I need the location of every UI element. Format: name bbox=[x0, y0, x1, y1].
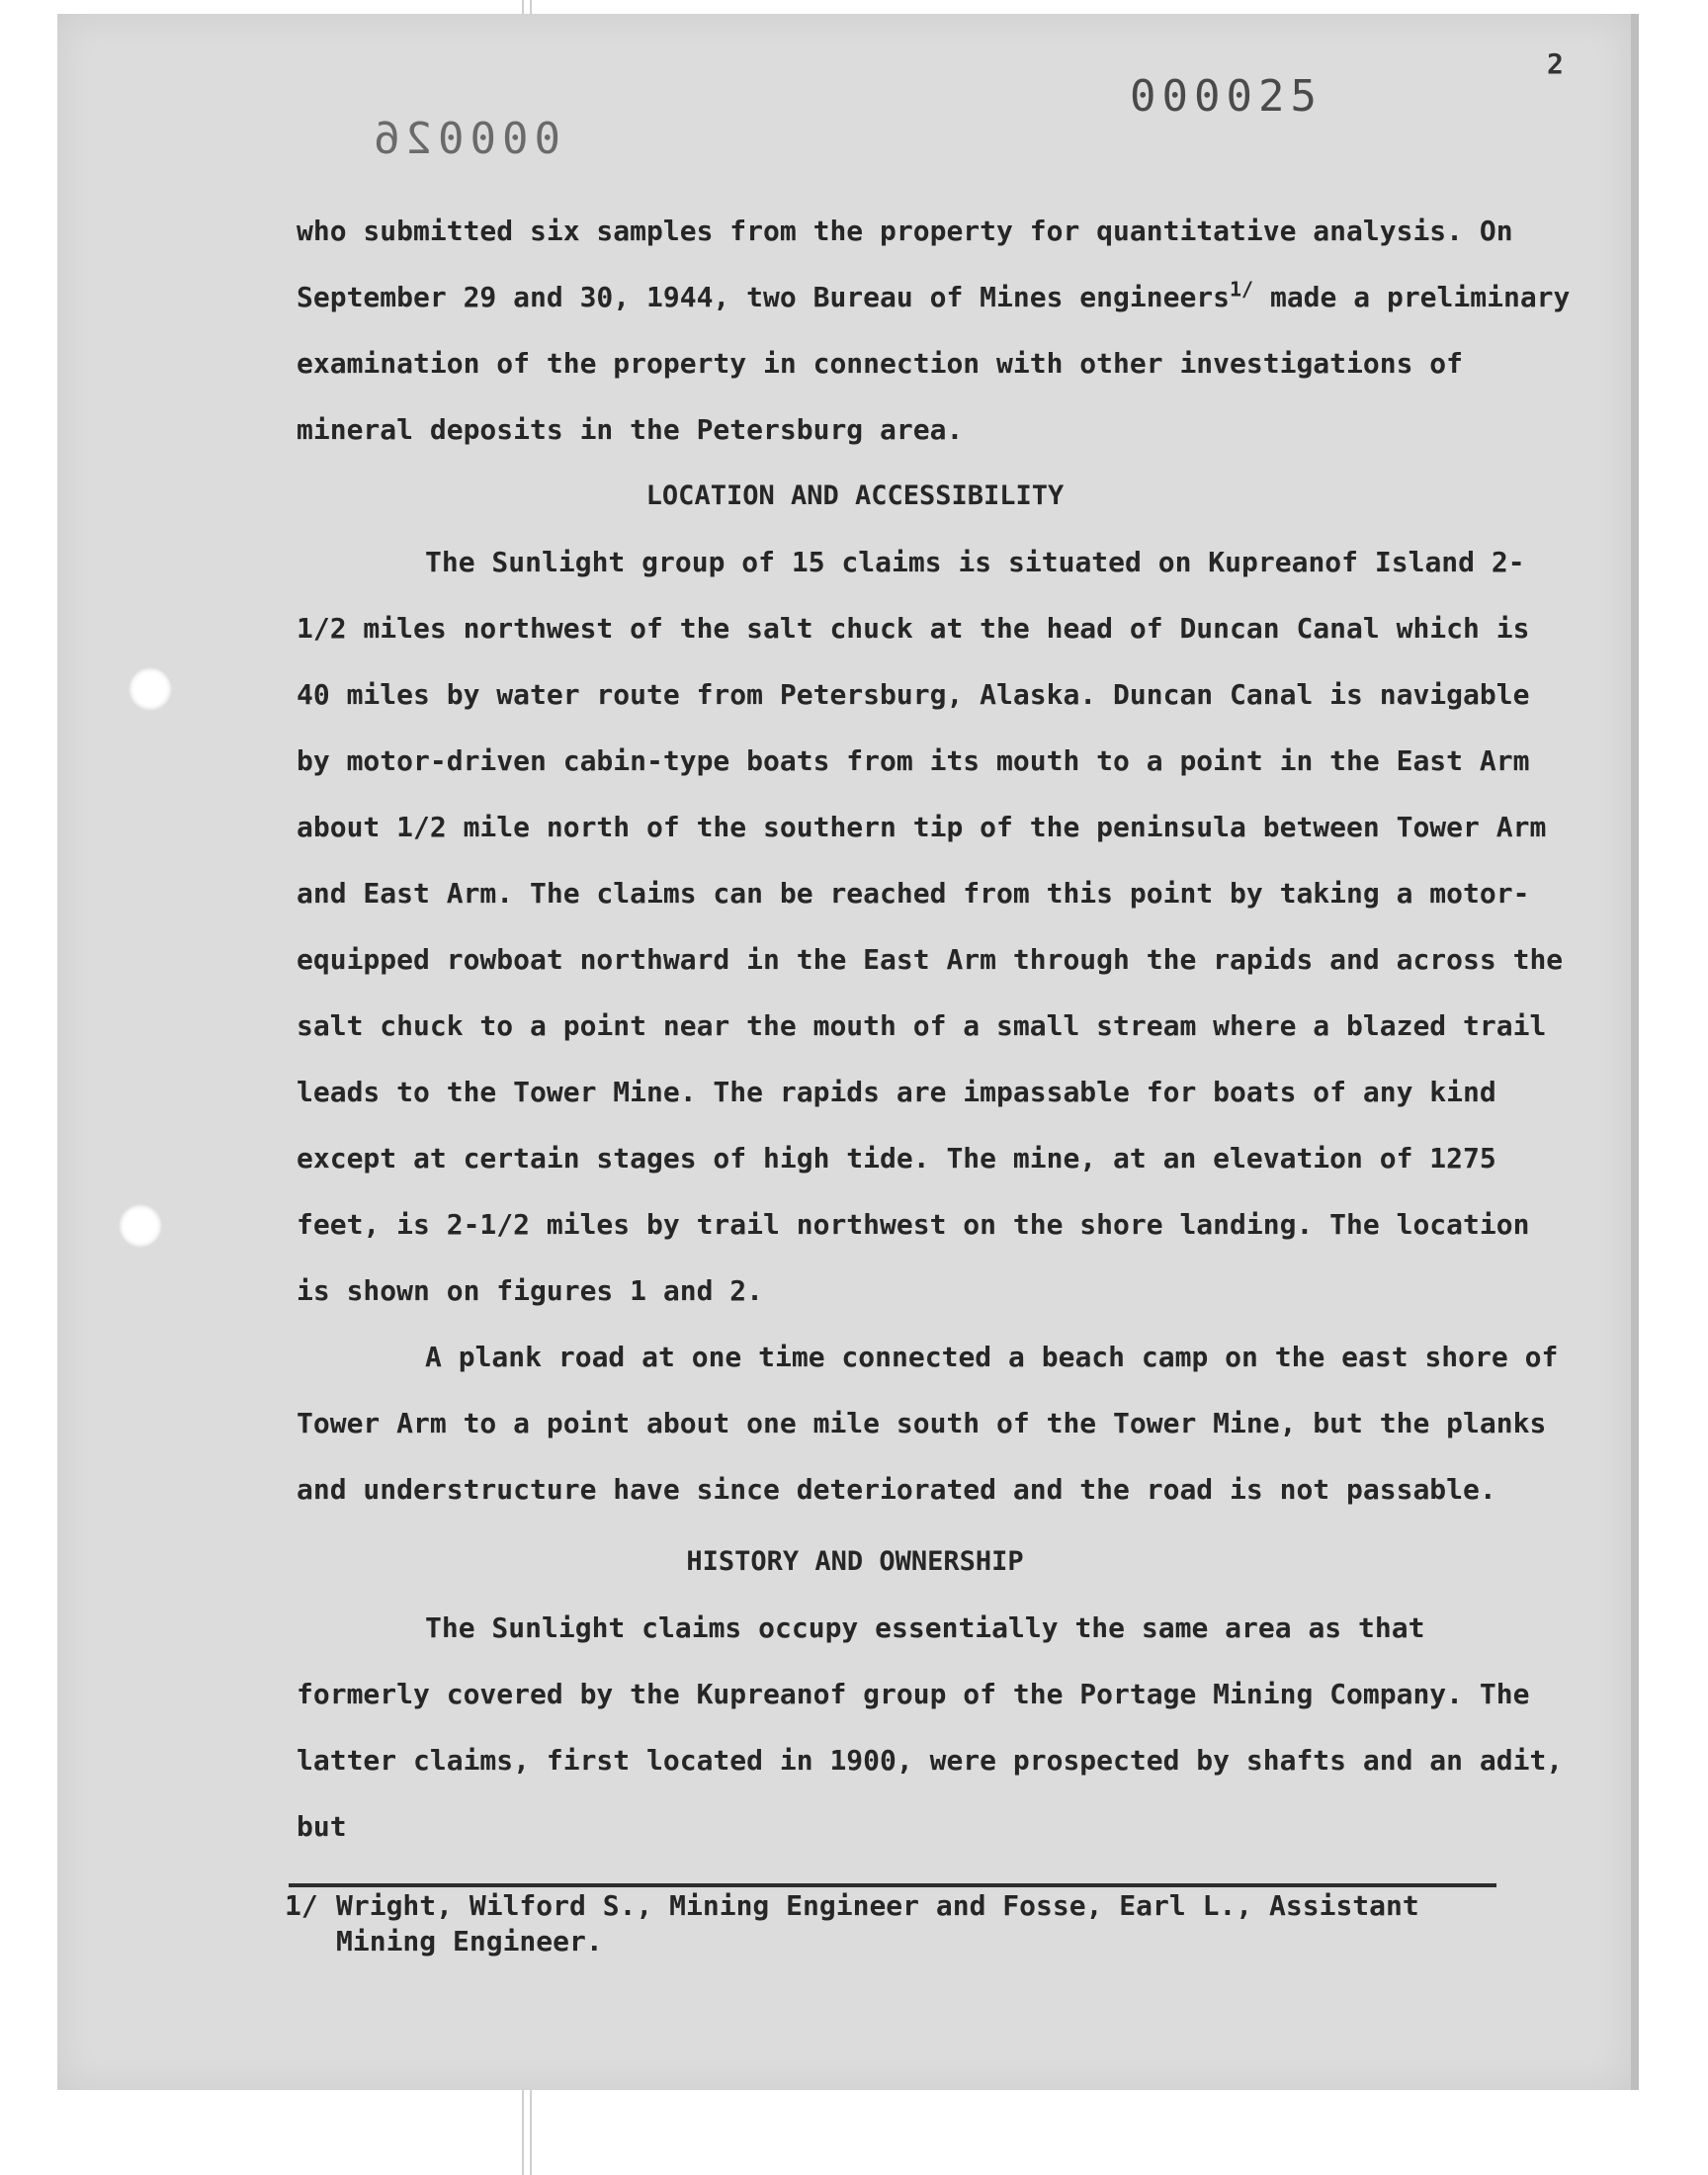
page-number: 2 bbox=[1547, 47, 1564, 80]
document-number-stamp: 000025 bbox=[1130, 71, 1323, 122]
punch-hole bbox=[128, 667, 172, 711]
paragraph-intro bbox=[297, 198, 1572, 463]
mirrored-number-stamp: 000026 bbox=[368, 114, 560, 164]
footnote-line-2: Mining Engineer. bbox=[336, 1925, 603, 1958]
document-body bbox=[297, 198, 1572, 1860]
paragraph-history: The Sunlight claims occupy essentially the same area as that formerly covered by the Kupreanof group of the Portage Mining Company. The latter claims, first located in 1900, were prospected by shafts and an adit, but bbox=[297, 1611, 1564, 1843]
paragraph-intro-text: who submitted six samples from the property for quantitative analysis. On September 29 and 30, 1944, two Bureau of Mines engineers bbox=[297, 215, 1513, 313]
footnote-marker: 1/ bbox=[285, 1889, 318, 1922]
footnote-line-1: Wright, Wilford S., Mining Engineer and Fosse, Earl L., Assistant bbox=[336, 1889, 1419, 1922]
sheet-edge bbox=[1631, 14, 1639, 2090]
paragraph-intro-text-end: made a preliminary examination of the property in connection with other investigations of mineral deposits in the Petersburg area. bbox=[297, 281, 1571, 446]
footnote bbox=[285, 1888, 1570, 1959]
punch-hole bbox=[119, 1204, 162, 1248]
footnote-divider bbox=[289, 1883, 1496, 1887]
section-heading-history: HISTORY AND OWNERSHIP bbox=[686, 1546, 1024, 1577]
footnote-reference: 1/ bbox=[1230, 277, 1254, 302]
paragraph-plank-road: A plank road at one time connected a beach camp on the east shore of Tower Arm to a point about one mile south of the Tower Mine, but the planks and understructure have since deteriorated and the road is not passable. bbox=[297, 1341, 1559, 1506]
paragraph-location: The Sunlight group of 15 claims is situated on Kupreanof Island 2-1/2 miles northwest of the salt chuck at the head of Duncan Canal which is 40 miles by water route from Petersburg, Alaska. Duncan Canal is navigable by motor-driven cabin-type boats from its mouth to a point in the East Arm about 1/2 mile north of the southern tip of the peninsula between Tower Arm and East Arm. The claims can be reached from this point by taking a motor-equipped rowboat northward in the East Arm through the rapids and across the salt chuck to a point near the mouth of a small stream where a blazed trail leads to the Tower Mine. The rapids are impassable for boats of any kind except at certain stages of high tide. The mine, at an elevation of 1275 feet, is 2-1/2 miles by trail northwest on the shore landing. The location is shown on figures 1 and 2. bbox=[297, 546, 1564, 1307]
section-heading-location: LOCATION AND ACCESSIBILITY bbox=[645, 480, 1065, 511]
